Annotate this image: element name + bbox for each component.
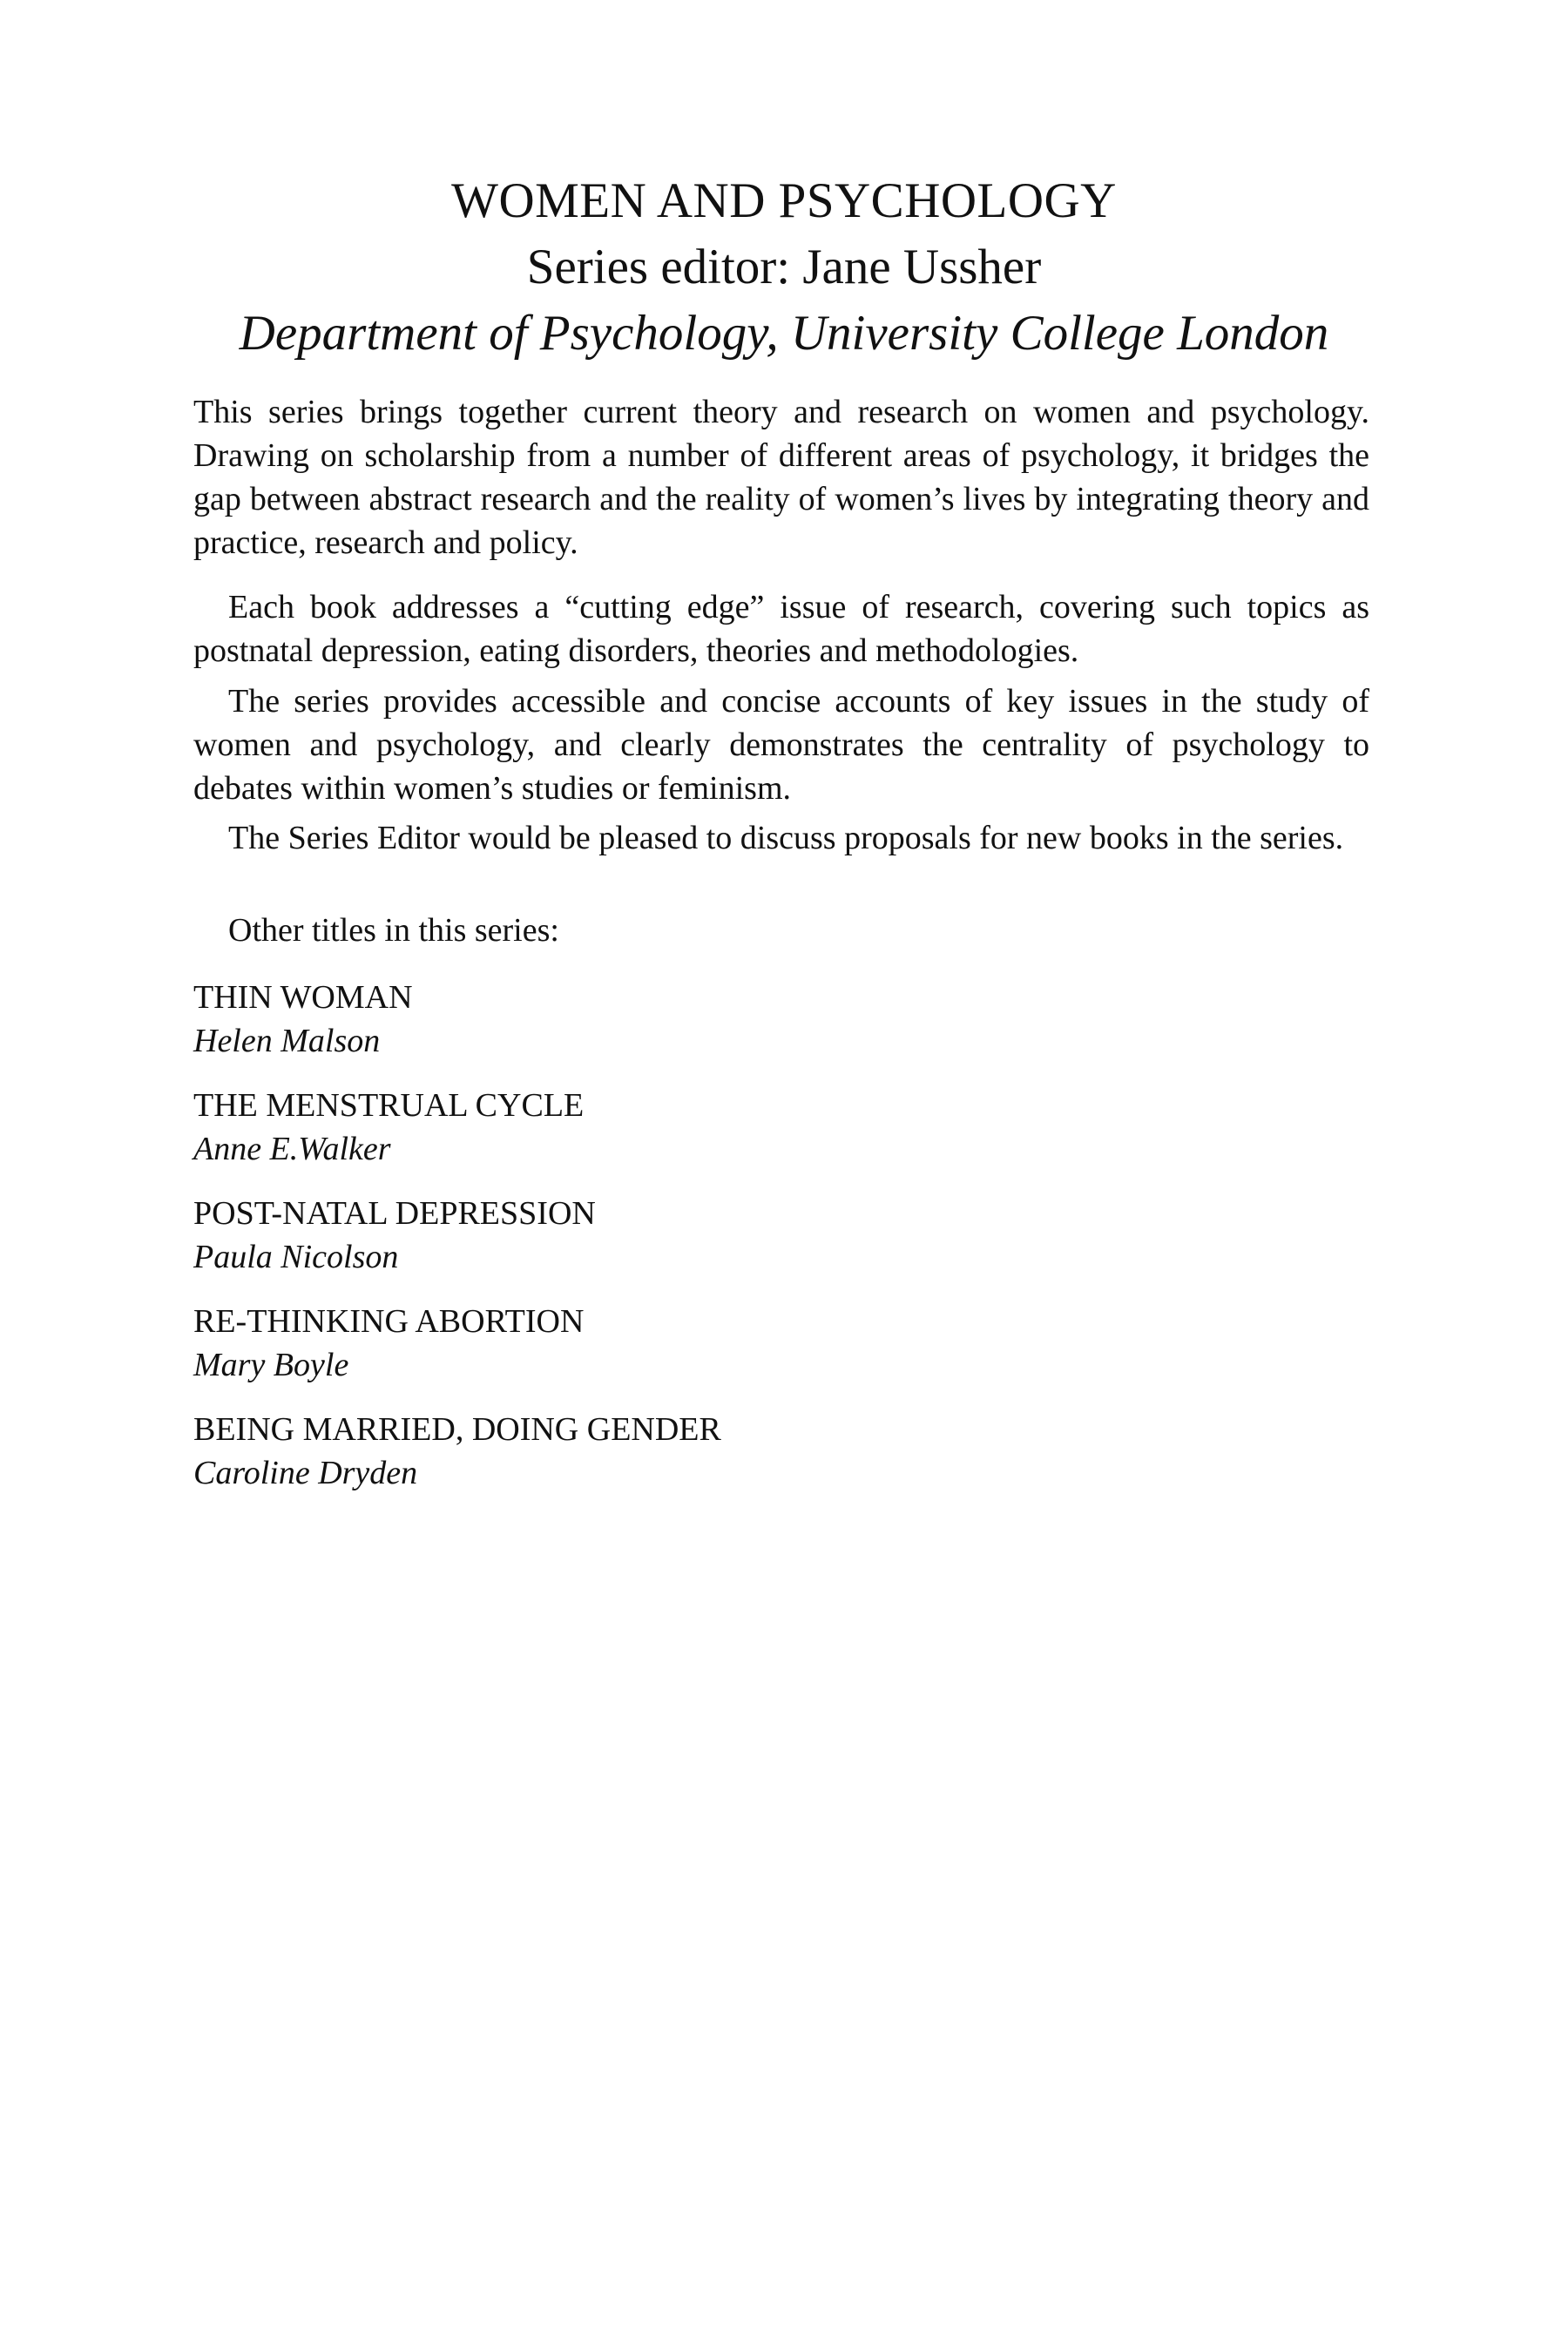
- series-department: Department of Psychology, University College London: [239, 306, 1329, 361]
- other-titles-label-block: [193, 909, 1369, 952]
- book-title: BEING MARRIED, DOING GENDER: [193, 1411, 721, 1448]
- list-item: [193, 1408, 1369, 1495]
- series-editor: Series editor: Jane Ussher: [526, 240, 1042, 294]
- book-author: Anne E.Walker: [193, 1131, 391, 1167]
- book-title: THIN WOMAN: [193, 979, 413, 1016]
- paragraph-accounts: The series provides accessible and concise accounts of key issues in the study of women and psychology, and clearly demonstrates the centrality of psychology to debates within women’s studies or feminism.: [193, 683, 1369, 807]
- paragraph-proposals: The Series Editor would be pleased to discuss proposals for new books in the series.: [228, 820, 1344, 856]
- intro-paragraph: This series brings together current theory and research on women and psychology. Drawing on scholarship from a number of different areas of psychology, it bridges the gap between abstract research and the reality of women’s lives by integrating theory and practice, research and policy.: [193, 394, 1369, 561]
- book-author: Caroline Dryden: [193, 1455, 418, 1491]
- titles-list: [193, 976, 1369, 1516]
- list-item: [193, 1084, 1369, 1171]
- book-author: Paula Nicolson: [193, 1239, 399, 1275]
- intro-paragraph-block: [193, 390, 1369, 564]
- book-author: Mary Boyle: [193, 1347, 349, 1383]
- paragraph-3-block: [193, 679, 1369, 810]
- list-item: [193, 1300, 1369, 1387]
- book-title: THE MENSTRUAL CYCLE: [193, 1087, 585, 1124]
- series-title: WOMEN AND PSYCHOLOGY: [451, 173, 1117, 228]
- list-item: [193, 1192, 1369, 1279]
- paragraph-cutting-edge: Each book addresses a “cutting edge” issue of research, covering such topics as postnatal depression, eating disorders, theories and methodologies.: [193, 589, 1369, 669]
- other-titles-label: Other titles in this series:: [228, 912, 559, 949]
- series-header: [0, 171, 1568, 364]
- paragraph-2-block: [193, 585, 1369, 672]
- book-title: POST-NATAL DEPRESSION: [193, 1195, 596, 1232]
- book-title: RE-THINKING ABORTION: [193, 1303, 585, 1340]
- list-item: [193, 976, 1369, 1063]
- book-author: Helen Malson: [193, 1023, 381, 1059]
- paragraph-4-block: [193, 816, 1369, 860]
